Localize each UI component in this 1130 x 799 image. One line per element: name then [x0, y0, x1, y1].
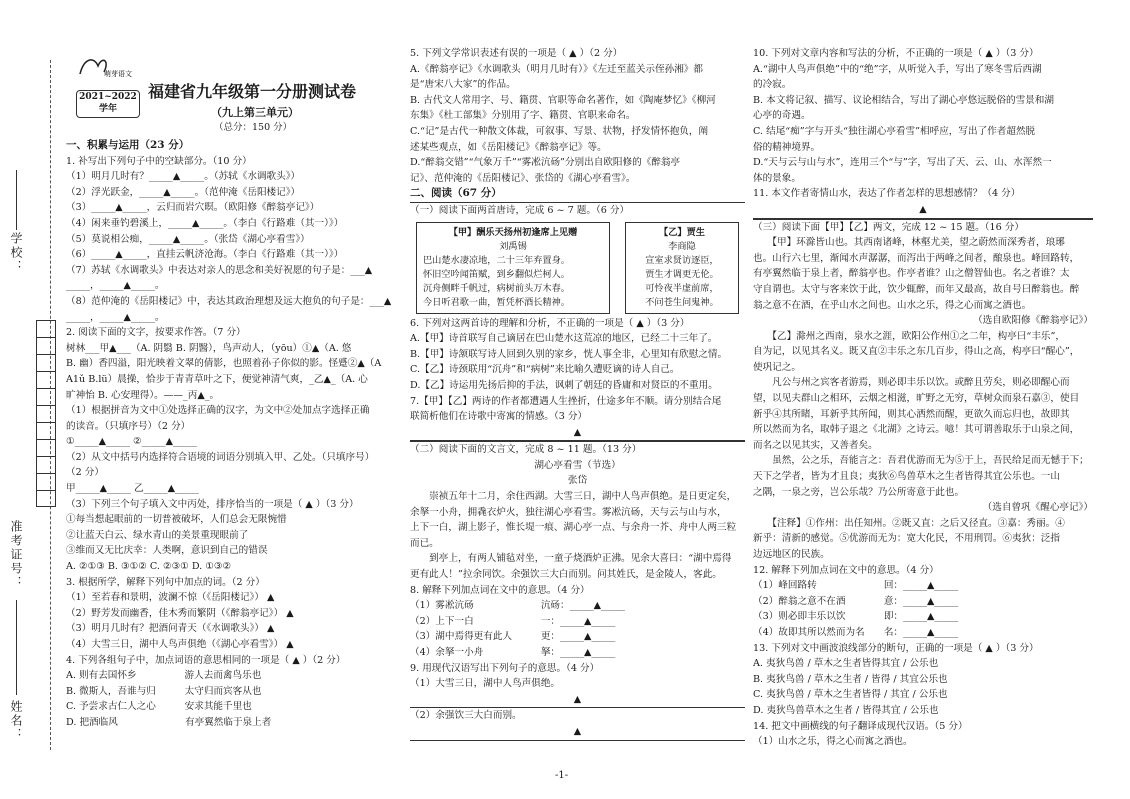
text-line: 3. 根据所学，解释下列句中加点的词。（2 分） — [66, 576, 265, 588]
text-line: 而名之以见其实，又善者矣。 — [753, 439, 878, 451]
text-line: ①每当想起眼前的一切普被破坏，人们总会无限惋惜 — [66, 514, 287, 526]
column-1-lines — [66, 138, 396, 731]
text-line: （选自曾巩《醒心亭记》） — [982, 502, 1093, 514]
text-line: 是“唐宋八大家”的作品。 — [410, 79, 516, 91]
text-line[interactable]: ▲ — [410, 724, 745, 741]
text-line: 【甲】环滁皆山也。其西南诸峰，林壑尤美，望之蔚然而深秀者，琅琊 — [753, 237, 1065, 249]
text-line: 张岱 — [567, 475, 588, 487]
text-line[interactable]: 树林___甲▲___（A. 阴翳 B. 阴醫），鸟声动人，（yōu）①▲（A. 悠 — [66, 342, 352, 354]
text-line: 而已。 — [410, 537, 439, 549]
text-line: 天下之学者，皆为才且良；夷狄⑥鸟兽草木之生者皆得其宜公乐也。一山 — [753, 471, 1060, 483]
column-2-bottom — [410, 316, 745, 741]
page-number: -1- — [555, 770, 569, 781]
text-line: A. 则有去国怀乡 游人去而禽鸟乐也 — [66, 670, 262, 682]
text-line[interactable]: 甲_____▲_____ 乙_____▲_____ — [66, 483, 199, 495]
text-line: A. 夷狄鸟兽 / 草木之生者皆得其宜 / 公乐也 — [753, 658, 939, 670]
text-line: 联简析他们在诗歌中寄寓的情感。（3 分） — [410, 411, 588, 423]
text-line[interactable]: （4）余拏一小舟 拏：_____▲_____ — [410, 647, 616, 658]
text-line: 9. 用现代汉语写出下列句子的意思。（4 分） — [410, 662, 600, 674]
text-line: （二）阅读下面的文言文，完成 8 ~ 11 题。（13 分） — [410, 441, 745, 458]
name-field[interactable] — [16, 600, 17, 695]
text-line[interactable]: （3）湖中焉得更有此人 更：_____▲_____ — [410, 631, 616, 643]
text-line: 14. 把文中画横线的句子翻译成现代汉语。（5 分） — [753, 720, 968, 732]
text-line[interactable]: （5）莫说相公痴，_____▲_____。（张岱《湖心亭看雪》） — [66, 233, 310, 245]
text-line[interactable]: （3）则必即丰乐以饮 即：_____▲_____ — [753, 611, 959, 623]
text-line: 使巩记之。 — [753, 361, 801, 373]
text-line: 【注释】①作州：出任知州。②既又直：之后又径直。③嘉：秀丽。④ — [753, 517, 1065, 529]
text-line: 7.【甲】【乙】两诗的作者都遭遇人生挫折，仕途多年不顺。请分别结合尾 — [410, 395, 722, 407]
text-line: A. ②①③ B. ③①② C. ②③① D. ①③② — [66, 561, 232, 573]
text-line: ②让蓝天白云、绿水青山的美景重现眼前了 — [66, 529, 249, 541]
text-line: （1）根据拼音为文中①处选择正确的汉字，为文中②处加点字选择正确 — [66, 405, 370, 417]
text-line: 到亭上，有两人铺毡对坐，一童子烧酒炉正沸。见余大喜曰：“湖中焉得 — [410, 553, 732, 565]
poem-title: 【乙】贾生 — [659, 226, 705, 238]
flower-logo-icon — [74, 52, 134, 78]
text-line[interactable]: （2）野芳发而幽香，佳木秀而繁阴（《醉翁亭记》） ▲ — [66, 607, 294, 619]
poem-title: 【甲】酬乐天扬州初逢席上见赠 — [448, 226, 578, 238]
text-line: 体的景象。 — [753, 172, 801, 184]
text-line: 有亭翼然临于泉上者，醉翁亭也。作亭者谁？山之僧智仙也。名之者谁？太 — [753, 268, 1070, 280]
exam-number-label: 准考证号： — [9, 520, 23, 590]
poem-line: 沉舟侧畔千帆过，病树前头万木春。 — [423, 282, 570, 294]
text-line[interactable]: （7）苏轼《水调歌头》中表达对亲人的思念和美好祝愿的句子是：___▲ — [66, 264, 373, 276]
text-line: A.【甲】诗首联写自己谪居在巴山楚水这荒凉的地区，已经二十三年了。 — [410, 333, 718, 345]
text-line: 更有此人！”拉余同饮。余强饮三大白而别。问其姓氏，是金陵人，客此。 — [410, 569, 722, 581]
text-line[interactable]: 旷神怡 B. 心安理得）。——_丙▲_。 — [66, 389, 220, 401]
text-line: 虽然，公之乐，吾能言之：吾君优游而无为⑤于上，吾民给足而无憾于下； — [753, 455, 1089, 467]
poem-jia — [416, 222, 610, 314]
logo — [74, 52, 134, 78]
text-line: （2）余强饮三大白而别。 — [410, 710, 522, 722]
text-line: 俗的精神境界。 — [753, 141, 821, 153]
text-line: A.“湖中人鸟声俱绝”中的“绝”字，从听觉入手，写出了寒冬雪后西湖 — [753, 63, 1042, 75]
exam-title: 福建省九年级第一分册测试卷 — [148, 82, 357, 101]
logo-text: 萌芽语文 — [104, 70, 132, 78]
school-year: 2021~2022 学年 — [76, 90, 140, 118]
text-line[interactable]: 4. 下列各组句子中，加点词语的意思相同的一项是（ ▲ ）（2 分） — [66, 654, 346, 666]
seat-grid[interactable] — [36, 320, 56, 507]
poem-yi — [625, 222, 739, 314]
text-line: （选自欧阳修《醉翁亭记》） — [973, 315, 1093, 327]
text-line: D. 把酒临风 有亭翼然临于泉上者 — [66, 716, 272, 728]
text-line[interactable]: （1）雾凇沆砀 沆砀：_____▲_____ — [410, 600, 625, 612]
text-line: 翁之意不在酒，在乎山水之间也。山水之乐，得之心而寓之酒也。 — [753, 299, 1032, 311]
poem-author: 李商隐 — [668, 240, 696, 252]
unit-label: （九上第三单元） — [211, 106, 299, 119]
text-line[interactable]: _____，_____▲_____。 — [66, 311, 165, 323]
text-line[interactable]: （4）闲来垂钓碧溪上，_____▲_____。（李白《行路难（其一）》） — [66, 217, 344, 229]
text-line[interactable]: （1）至若春和景明，波澜不惊（《岳阳楼记》） ▲ — [66, 592, 275, 604]
text-line: 心亭的奇遇。 — [753, 110, 811, 122]
text-line: 新乎：清新的感觉。⑤优游而无为：宽大化民，不用刑罚。⑥夷狄：泛指 — [753, 533, 1060, 545]
poem-body — [423, 254, 603, 310]
text-line: ③维而又无比庆幸：人类啊，意识到自己的错误 — [66, 545, 268, 557]
text-line: 余拏一小舟，拥毳衣炉火，独往湖心亭看雪。雾凇沆砀，天与云与山与水， — [410, 506, 727, 518]
text-line: （2）从文中括号内选择符合语境的词语分别填入甲、乙处。（只填序号） — [66, 451, 375, 463]
text-line[interactable]: （4）故即其所以然而为名 名：_____▲_____ — [753, 626, 959, 638]
text-line[interactable]: （6）_____▲_____，直挂云帆济沧海。（李白《行路难（其一）》） — [66, 249, 344, 261]
text-line: 望，以见夫群山之相环，云烟之相滋，旷野之无穷，草树众而泉石嘉③，使目 — [753, 393, 1080, 405]
text-line: 2. 阅读下面的文字，按要求作答。（7 分） — [66, 327, 246, 339]
text-line: 12. 解释下列加点词在文中的意思。（4 分） — [753, 564, 939, 576]
text-line: B. 古代文人常用字、号、籍贯、官职等命名著作，如《陶庵梦忆》《柳河 — [410, 94, 716, 106]
text-line[interactable]: （3）_____▲_____，云归而岩穴暝。（欧阳修《醉翁亭记》） — [66, 202, 320, 214]
column-3 — [753, 46, 1093, 750]
text-line: A.《醉翁亭记》《水调歌头（明月几时有）》《左迁至蓝关示侄孙湘》都 — [410, 63, 703, 75]
poem-line: 怀旧空吟闻笛赋，到乡翻似烂柯人。 — [423, 268, 570, 280]
text-line: 所以然而为名，取韩子退之《北湖》之诗云。噫！其可谓善取乐于山泉之间， — [753, 424, 1080, 436]
text-line: 崇祯五年十二月，余住西湖。大雪三日，湖中人鸟声俱绝。是日更定矣， — [410, 491, 737, 503]
text-line: 的冷寂。 — [753, 79, 792, 91]
text-line: 一、积累与运用（23 分） — [66, 139, 190, 151]
text-line: C. 结尾“痴”字与开头“独往湖心亭看雪”相呼应，写出了作者超然脱 — [753, 125, 1036, 137]
text-line[interactable]: ▲ — [410, 692, 745, 709]
text-line[interactable]: 5. 下列文学常识表述有误的一项是（ ▲ ）（2 分） — [410, 48, 623, 59]
text-line: C. 予尝求古仁人之心 安求其能千里也 — [66, 701, 252, 713]
column-1 — [66, 46, 396, 731]
text-line: C. 夷狄鸟兽 / 草木之生者皆得 / 其宜 / 公乐也 — [753, 689, 948, 701]
text-line: D.【乙】诗运用先扬后抑的手法，讽刺了朝廷的昏庸和对贤臣的不重用。 — [410, 379, 718, 391]
column-2-top — [410, 46, 745, 219]
text-line[interactable]: （2）浮光跃金，_____▲_____。（范仲淹《岳阳楼记》） — [66, 186, 301, 198]
text-line: D.“天与云与山与水”，连用三个“与”字，写出了天、云、山、水浑然一 — [753, 157, 1052, 169]
text-line[interactable]: ▲ — [753, 202, 1093, 219]
text-line[interactable]: （2）上下一白 一：_____▲_____ — [410, 615, 616, 627]
binding-margin — [0, 0, 62, 799]
text-line[interactable]: B. 幽）香四溢，阳光映着文翠的倩影，也照着孙子你似的影。怪蹙②▲（A — [66, 358, 382, 370]
school-label: 学校： — [9, 232, 23, 274]
text-line: C.“记”是古代一种散文体裁，可叙事、写景、状物，抒发情怀抱负，阐 — [410, 125, 709, 137]
text-line: 上下一白，湖上影子，惟长堤一痕、湖心亭一点、与余舟一芥、舟中人两三粒 — [410, 522, 737, 534]
text-line[interactable]: ①_____▲_____ ②_____▲_____ — [66, 436, 197, 448]
header — [66, 46, 396, 133]
text-line: 也。山行六七里，渐闻水声潺潺，而泻出于两峰之间者，酿泉也。峰回路转， — [753, 252, 1080, 264]
poem-author: 刘禹锡 — [499, 240, 527, 252]
text-line: B. 微斯人，吾谁与归 太守归而宾客从也 — [66, 685, 262, 697]
column-3-lines — [753, 46, 1093, 750]
text-line: 东集》《杜工部集》分别用了字、籍贯、官职来命名。 — [410, 110, 636, 122]
text-line: 之隅，一泉之旁，岂公乐哉？乃公所寄意于此也。 — [753, 486, 965, 498]
text-line: 守自谓也。太守与客来饮于此，饮少辄醉，而年又最高，故自号曰醉翁也。醉 — [753, 283, 1080, 295]
poem-line: 宣室求贤访逐臣， — [645, 254, 719, 266]
text-line: 记》、范仲淹的《岳阳楼记》、张岱的《湖心亭看雪》。 — [410, 172, 636, 184]
text-line: （1）大雪三日，湖中人鸟声俱绝。 — [410, 678, 561, 690]
text-line: 的读音。（只填序号）（2 分） — [66, 420, 191, 432]
school-field[interactable] — [16, 170, 17, 230]
text-line[interactable]: A1ǔ B.lü）晨操，恰步于青青草叶之下，便觉神清气爽，_乙▲_（A. 心 — [66, 373, 368, 385]
text-line: 【乙】滁州之西南，泉水之涯，欧阳公作州①之二年，构亭曰“丰乐”， — [753, 330, 1066, 342]
text-line: 二、阅读（67 分） — [410, 187, 502, 200]
text-line[interactable]: 10. 下列对文章内容和写法的分析，不正确的一项是（ ▲ ）（3 分） — [753, 48, 1039, 59]
text-line: 凡公与州之宾客者游焉，则必即丰乐以饮。或醉且劳矣，则必即醒心而 — [753, 377, 1070, 389]
text-line[interactable]: （3）明月几时有？把酒问青天（《水调歌头》） ▲ — [66, 623, 275, 635]
text-line: （2 分） — [66, 467, 104, 479]
text-line: 8. 解释下列加点词在文中的意思。（4 分） — [410, 584, 590, 596]
poem-line: 不问苍生问鬼神。 — [645, 296, 719, 308]
text-line: D. 夷狄鸟兽草木之生者 / 皆得其宜 / 公乐也 — [753, 704, 939, 716]
name-label: 姓名： — [9, 700, 23, 742]
poem-line: 今日听君歌一曲，暂凭杯酒长精神。 — [423, 296, 570, 308]
text-line[interactable]: （1）明月几时有？_____▲_____。（苏轼《水调歌头》） — [66, 171, 301, 183]
text-line[interactable]: （2）醉翁之意不在酒 意：_____▲_____ — [753, 595, 959, 607]
text-line: 湖心亭看雪（节选） — [534, 459, 621, 471]
text-line: 自为记，以见其名义。既又直②丰乐之东几百步，得山之高，构亭曰“醒心”， — [753, 346, 1080, 358]
poem-body — [632, 254, 732, 310]
text-line[interactable]: （8）范仲淹的《岳阳楼记》中，表达其政治理想及远大抱负的句子是：___▲ — [66, 295, 392, 307]
column-2 — [410, 46, 745, 741]
text-line[interactable]: 13. 下列对文中画波浪线部分的断句，正确的一项是（ ▲ ）（3 分） — [753, 642, 1039, 654]
text-line: （1）山水之乐，得之心而寓之酒也。 — [753, 736, 913, 748]
text-line: B.【甲】诗颔联写诗人回到久别的家乡，恍人事全非，心里知有欣慰之情。 — [410, 348, 728, 360]
poems — [416, 222, 739, 314]
text-line[interactable]: （4）大雪三日，湖中人鸟声俱绝（《湖心亭看雪》） ▲ — [66, 639, 294, 650]
text-line: （三）阅读下面【甲】【乙】两文，完成 12 ~ 15 题。（16 分） — [753, 219, 1093, 236]
poem-line: 贾生才调更无伦。 — [645, 268, 719, 280]
text-line[interactable]: ▲ — [410, 425, 745, 442]
text-line[interactable]: （1）峰回路转 回：_____▲_____ — [753, 580, 959, 592]
text-line: 新乎④其所睹，耳新乎其所闻，则其心洒然而醒，更欲久而忘归也，故即其 — [753, 408, 1070, 420]
text-line: 11. 本文作者寄情山水，表达了作者怎样的思想感情？（4 分） — [753, 188, 1021, 200]
text-line: 边远地区的民族。 — [753, 549, 830, 560]
text-line: D.“醉翁交错”“气象万千”“雾凇沆砀”分别出自欧阳修的《醉翁亭 — [410, 157, 681, 169]
text-line[interactable]: 6. 下列对这两首诗的理解和分析，不正确的一项是（ ▲ ）（3 分） — [410, 317, 690, 329]
text-line: B. 本文将记叙、描写、议论相结合，写出了湖心亭悠远脱俗的雪景和湖 — [753, 94, 1054, 106]
text-line: 1. 补写出下列句子中的空缺部分。（10 分） — [66, 155, 252, 167]
poem-line: 可怜夜半虚前席， — [645, 282, 719, 294]
total-score: （总分：150 分） — [214, 122, 293, 133]
text-line: B. 夷狄鸟兽 / 草木之生者 / 皆得 / 其宜公乐也 — [753, 673, 948, 685]
text-line[interactable]: _____，_____▲_____。 — [66, 280, 165, 292]
poem-line: 巴山楚水凄凉地，二十三年弃置身。 — [423, 254, 570, 266]
text-line: （一）阅读下面两首唐诗，完成 6 ~ 7 题。（6 分） — [410, 202, 745, 219]
text-line: C.【乙】诗颈联用“沉舟”和“病树”来比喻久遭贬谪的诗人自己。 — [410, 364, 680, 376]
text-line[interactable]: （3）下列三个句子填入文中丙处，排序恰当的一项是（ ▲ ）（3 分） — [66, 498, 359, 510]
text-line: 述某些观点，如《岳阳楼记》《醉翁亭记》等。 — [410, 141, 607, 153]
